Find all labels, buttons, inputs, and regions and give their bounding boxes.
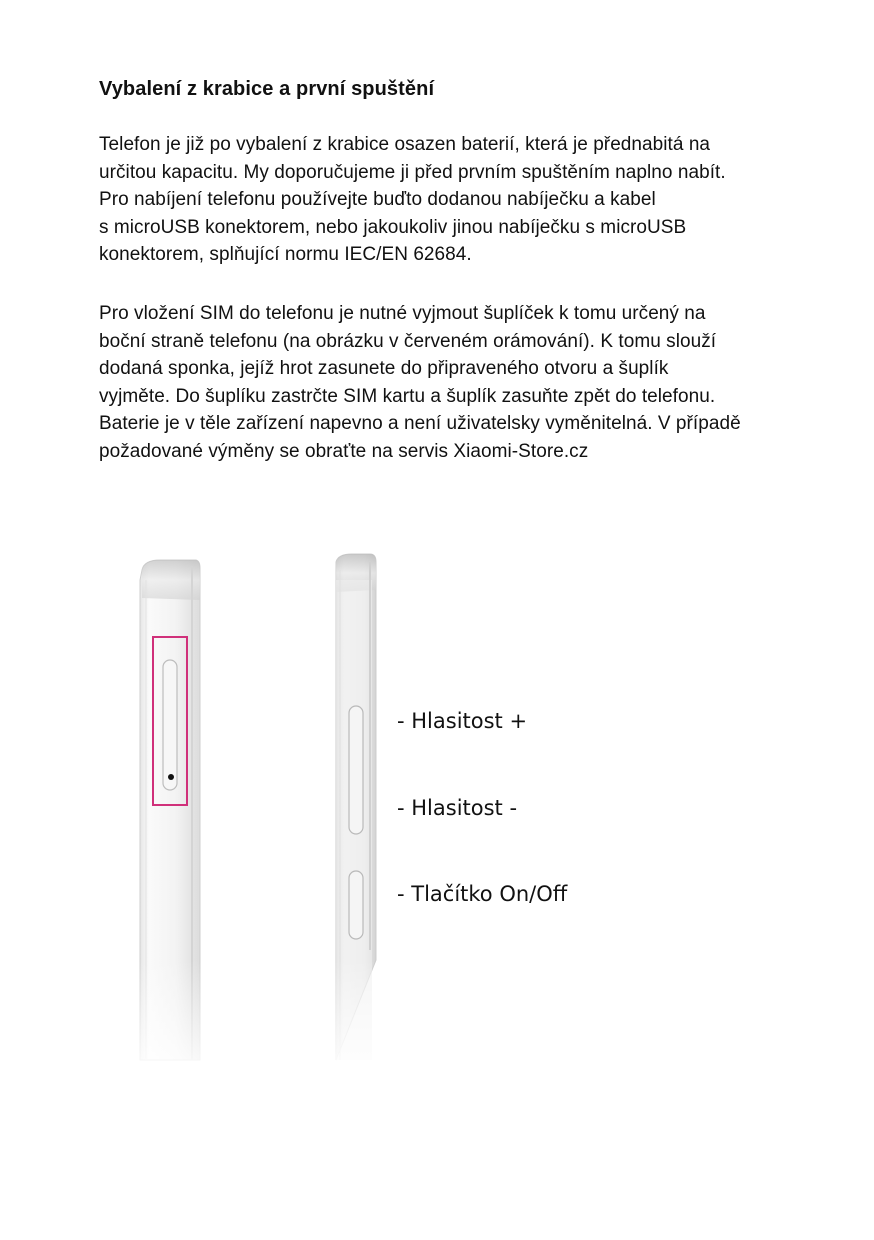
paragraph-line: boční straně telefonu (na obrázku v červeném orámování). K tomu slouží: [99, 330, 717, 352]
paragraph-unboxing: [99, 131, 819, 269]
paragraph-line: konektorem, splňující normu IEC/EN 62684.: [99, 244, 472, 265]
volume-rocker: [349, 706, 363, 834]
power-button: [349, 871, 363, 939]
sim-tray: [163, 660, 177, 790]
paragraph-line: Baterie je v těle zařízení napevno a není uživatelsky vyměnitelná. V případě: [99, 413, 741, 434]
phone-left-side: [138, 560, 204, 1070]
paragraph-line: Pro vložení SIM do telefonu je nutné vyjmout šuplíček k tomu určený na: [99, 303, 706, 324]
paragraph-line: Telefon je již po vybalení z krabice osazen baterií, která je přednabitá na: [99, 134, 711, 155]
volume-up-label: - Hlasitost +: [397, 709, 528, 733]
volume-down-label: - Hlasitost -: [397, 796, 518, 820]
section-heading: Vybalení z krabice a první spuštění: [99, 78, 435, 100]
paragraph-line: s microUSB konektorem, nebo jakoukoliv jinou nabíječku s microUSB: [99, 216, 687, 238]
phone-right-side: [332, 554, 382, 1070]
paragraph-line: požadované výměny se obraťte na servis Xiaomi-Store.cz: [99, 440, 589, 462]
paragraph-line: dodaná sponka, jejíž hrot zasunete do připraveného otvoru a šuplík: [99, 358, 669, 379]
phone-side-figure: [120, 540, 640, 1070]
paragraph-sim-insertion: [99, 300, 819, 465]
power-button-label: - Tlačítko On/Off: [397, 882, 568, 906]
paragraph-line: Pro nabíjení telefonu používejte buďto dodanou nabíječku a kabel: [99, 189, 656, 210]
paragraph-line: vyjměte. Do šuplíku zastrčte SIM kartu a šuplík zasuňte zpět do telefonu.: [99, 385, 716, 407]
sim-eject-hole: [168, 774, 174, 780]
paragraph-line: určitou kapacitu. My doporučujeme ji před prvním spuštěním naplno nabít.: [99, 161, 726, 183]
